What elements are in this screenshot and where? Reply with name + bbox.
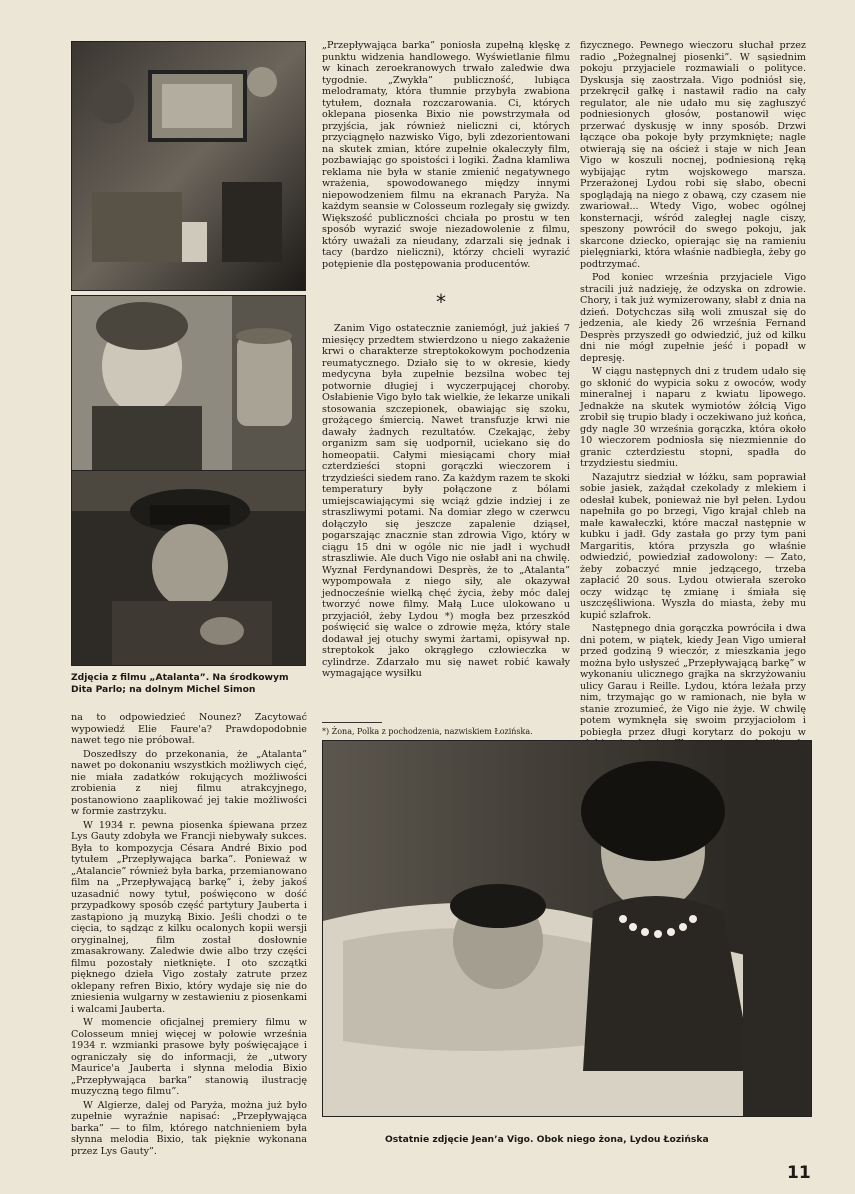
footnote-rule [322,722,382,723]
last-photo-jean-vigo [322,740,812,1117]
paragraph: Pod koniec września przyjaciele Vigo stracili już nadzieję, że odzyska on zdrowie. Chory, i tak już wymizerowany, słabł z dnia na dzień. Dotychczas siłą woli zmuszał się do jedzenia, ale kiedy 26 września Fernand Desprès przyszedł go odwiedzić, już od kilku dni nie mógł zupełnie jeść i popadł w depresję. [580,272,806,364]
paragraph: fizycznego. Pewnego wieczoru słuchał przez radio „Pożegnalnej piosenki”. W sąsiednim pokoju przyjaciele rozmawiali o polityce. Dyskusja się zaostrzała. Vigo podniósł się, przekręcił gałkę i nastawił radio na cały regulator, ale nie udało mu się zagłuszyć podniesionych głosów, postanowił więc przerwać dyskusję w inny sposób. Drzwi łączące oba pokoje były przymknięte; nagle otwierają się na oścież i staje w nich Jean Vigo w koszuli nocnej, podniesioną ręką wybijając rytm wojskowego marsza. Przerażonej Lydou robi się słabo, obecni spoglądają na niego z obawą, czy czasem nie zwariował... Wtedy Vigo, wobec ogólnej konsternacji, wśród zaległej nagle ciszy, speszony powrócił do swego pokoju, jak skarcone dziecko, opierając się na ramieniu pielęgniarki, która właśnie nadbiegła, żeby go podtrzymać. [580,40,806,270]
bottom-photo-caption: Ostatnie zdjęcie Jean’a Vigo. Obok niego żona, Lydou Łozińska [385,1134,709,1145]
article-column-2 [322,40,570,270]
film-still-middle-dita-parlo [71,295,306,472]
section-separator-asterisk: * [436,290,446,314]
paragraph: na to odpowiedzieć Nounez? Zacytować wypowiedź Elie Faure'a? Prawdopodobnie nawet tego nie próbował. [71,712,307,746]
article-column-2-continued [322,323,570,680]
paragraph: Nazajutrz siedział w łóżku, sam poprawiał sobie jasiek, zażądał czekolady z mlekiem i odesłał kubek, ponieważ nie był pełen. Lydou napełniła go po brzegi, Vigo krajał chleb na małe kawałeczki, które maczał następnie w kubku i jadł. Gdy zastała go przy tym pani Margaritis, która przyszła go właśnie odwiedzić, powiedział zadowolony: — Zato, żeby zobaczyć mnie jedzącego, trzeba zapłacić 20 sous. Lydou otwierała szeroko oczy widząc tę zmianę i śmiała się uszczęśliwiona. Wyszła do miasta, żeby mu kupić szlafrok. [580,471,806,621]
left-photo-caption: Zdjęcia z filmu „Atalanta”. Na środkowym Dita Parlo; na dolnym Michel Simon [71,672,289,695]
paragraph: Następnego dnia gorączka powróciła i dwa dni potem, w piątek, kiedy Jean Vigo umierał przed godziną 9 wieczór, z mieszkania jego można było usłyszeć „Przepływającą barkę” w wykonaniu ulicznego grajka na skrzyżowaniu ulicy Garau i Reille. Lydou, która leżała przy nim, trzymając go w ramionach, nie była w stanie zrozumieć, że Vigo nie żyje. W chwilę potem wymknęła się swoim przyjaciołom i pobiegła przez długi korytarz do pokoju w [580,623,806,738]
paragraph: W 1934 r. pewna piosenka śpiewana przez Lys Gauty zdobyła we Francji niebywały sukces. Była to kompozycja Césara André Bixio pod tytułem „Przepływająca barka”. Ponieważ w „Atalancie” również była barka, przemianowano film na „Przepływającą barkę” i, żeby jakoś uzasadnić nowy tytuł, poświęcono w dość przypadkowy sposób część partytury Jauberta i zastąpiono ją muzyką Bixio. Jeśli chodzi o te cięcia, to sądząc z kilku ocalonych kopii wersji oryginalnej, film został dosłownie zmasakrowany. Zaledwie dwie albo trzy części filmu pozostały nietknięte. I oto szczątki pięknego dzieła Vigo zostały zatrute przez oklepany refren Bixio, który wydaje się nie do zniesienia wulgarny w zestawieniu z piosenkami i walcami Jauberta. [71,819,307,1015]
page-number: 11 [787,1163,811,1183]
paragraph: „Przepływająca barka” poniosła zupełną klęskę z punktu widzenia handlowego. Wyświetlanie filmu w kinach zeroekranowych trwało zaledwie dwa tygodnie. „Zwykła” publiczność, lubiąca melodramaty, która tłumnie przybyła zwabiona tytułem, doznała rozczarowania. Ci, których oklepana piosenka Bixio nie powstrzymała od przyjścia, jak również nieliczni ci, których przyciągnęło nazwisko Vigo, byli zdezorientowani na skutek zmian, które zupełnie okaleczyły film, pozbawiając go spoistości i logiki. Żadna kłamliwa reklama nie była w stanie zmienić negatywnego wrażenia, spowodowanego między innymi niepowodzeniem filmu na ekranach Paryża. Na każdym seansie w Colosseum rozlegały się gwizdy. Większość publiczności chciała po prostu w ten sposób wyrazić swoje niezadowolenie z filmu, który uważali za nieudany, zdarzali się jednak i tacy (bardzo nieliczni), którzy chcieli wyrazić potępienie dla postępowania producentów. [322,40,570,270]
paragraph: Zanim Vigo ostatecznie zaniemógł, już jakieś 7 miesięcy przedtem stwierdzono u niego zakażenie krwi o charakterze streptokokowym pochodzenia reumatycznego. Działo się to w okresie, kiedy medycyna była zupełnie bezsilna wobec tej potwornie długiej i wyczerpującej choroby. Osłabienie Vigo było tak wielkie, że lekarze unikali stosowania szczepionek, obawiając się szoku, grożącego śmiercią. Nawet transfuzje krwi nie dawały żadnych rezultatów. Czekając, żeby organizm sam się uodpornił, uciekano się do homeopatii. Całymi miesiącami chory miał czterdzieści stopni gorączki wieczorem i trzydzieści siedem rano. Za każdym razem te skoki temperatury były połączone z bólami umiejscawiającymi się wciąż gdzie indziej i ze straszliwymi potami. Na domiar złego w czerwcu dołączyło się jeszcze zapalenie dziąseł, pogarszając znacznie stan zdrowia Vigo, który w ciągu 15 dni w ogóle nic nie jadł i wychudł straszliwie. Ale duch Vigo nie osłabł ani na chwilę. Wyznał Ferdynandowi Desprès, że to „Atalanta” wypompowała z niego siły, ale okazywał jednocześnie wielką chęć życia, żeby móc dalej tworzyć nowe filmy. Małą Luce ulokowano u przyjaciół, żeby Lydou *) mogła bez przeszkód poświęcić się walce o zdrowie męża, który stale dodawał jej otuchy swymi żartami, opisywał np. streptokok jako okrągłego człowieczka w cylindrze. Zdarzało mu się nawet robić kawały wymagające wysiłku [322,323,570,679]
film-still-top [71,41,306,291]
film-still-bottom-michel-simon [71,470,306,666]
article-column-3 [580,40,806,761]
paragraph: W ciągu następnych dni z trudem udało się go skłonić do wypicia soku z owoców, wody mineralnej i naparu z kwiatu lipowego. Jednakże na skutek wymiotów żółcią Vigo zrobił się trupio blady i oczekiwano już końca, gdy nagle 30 września gorączka, która około 10 wieczorem podniosła się niezmiennie do granic czterdziestu stopni, spadła do trzydziestu siedmiu. [580,366,806,469]
paragraph: W Algierze, dalej od Paryża, można już było zupełnie wyraźnie napisać: „Przepływająca barka” — to film, którego natchnieniem była słynna melodia Bixio, tak pięknie wykonana przez Lys Gauty”. [71,1099,307,1157]
paragraph: Doszedłszy do przekonania, że „Atalanta” nawet po dokonaniu wszystkich możliwych cięć, nie miała zadatków rokujących możliwości zrobienia z niej filmu atrakcyjnego, postanowiono zaaplikować jej takie możliwości w formie zastrzyku. [71,748,307,817]
article-column-1 [71,712,307,1157]
paragraph: W momencie oficjalnej premiery filmu w Colosseum mniej więcej w połowie września 1934 r. wzmianki prasowe były poświęcające i ograniczały się do informacji, że „utwory Maurice'a Jauberta i słynna melodia Bixio „Przepływająca barka” stanowią ilustrację muzyczną tego filmu”. [71,1017,307,1097]
footnote: *) Żona, Polka z pochodzenia, nazwiskiem Łozińska. [322,727,533,736]
